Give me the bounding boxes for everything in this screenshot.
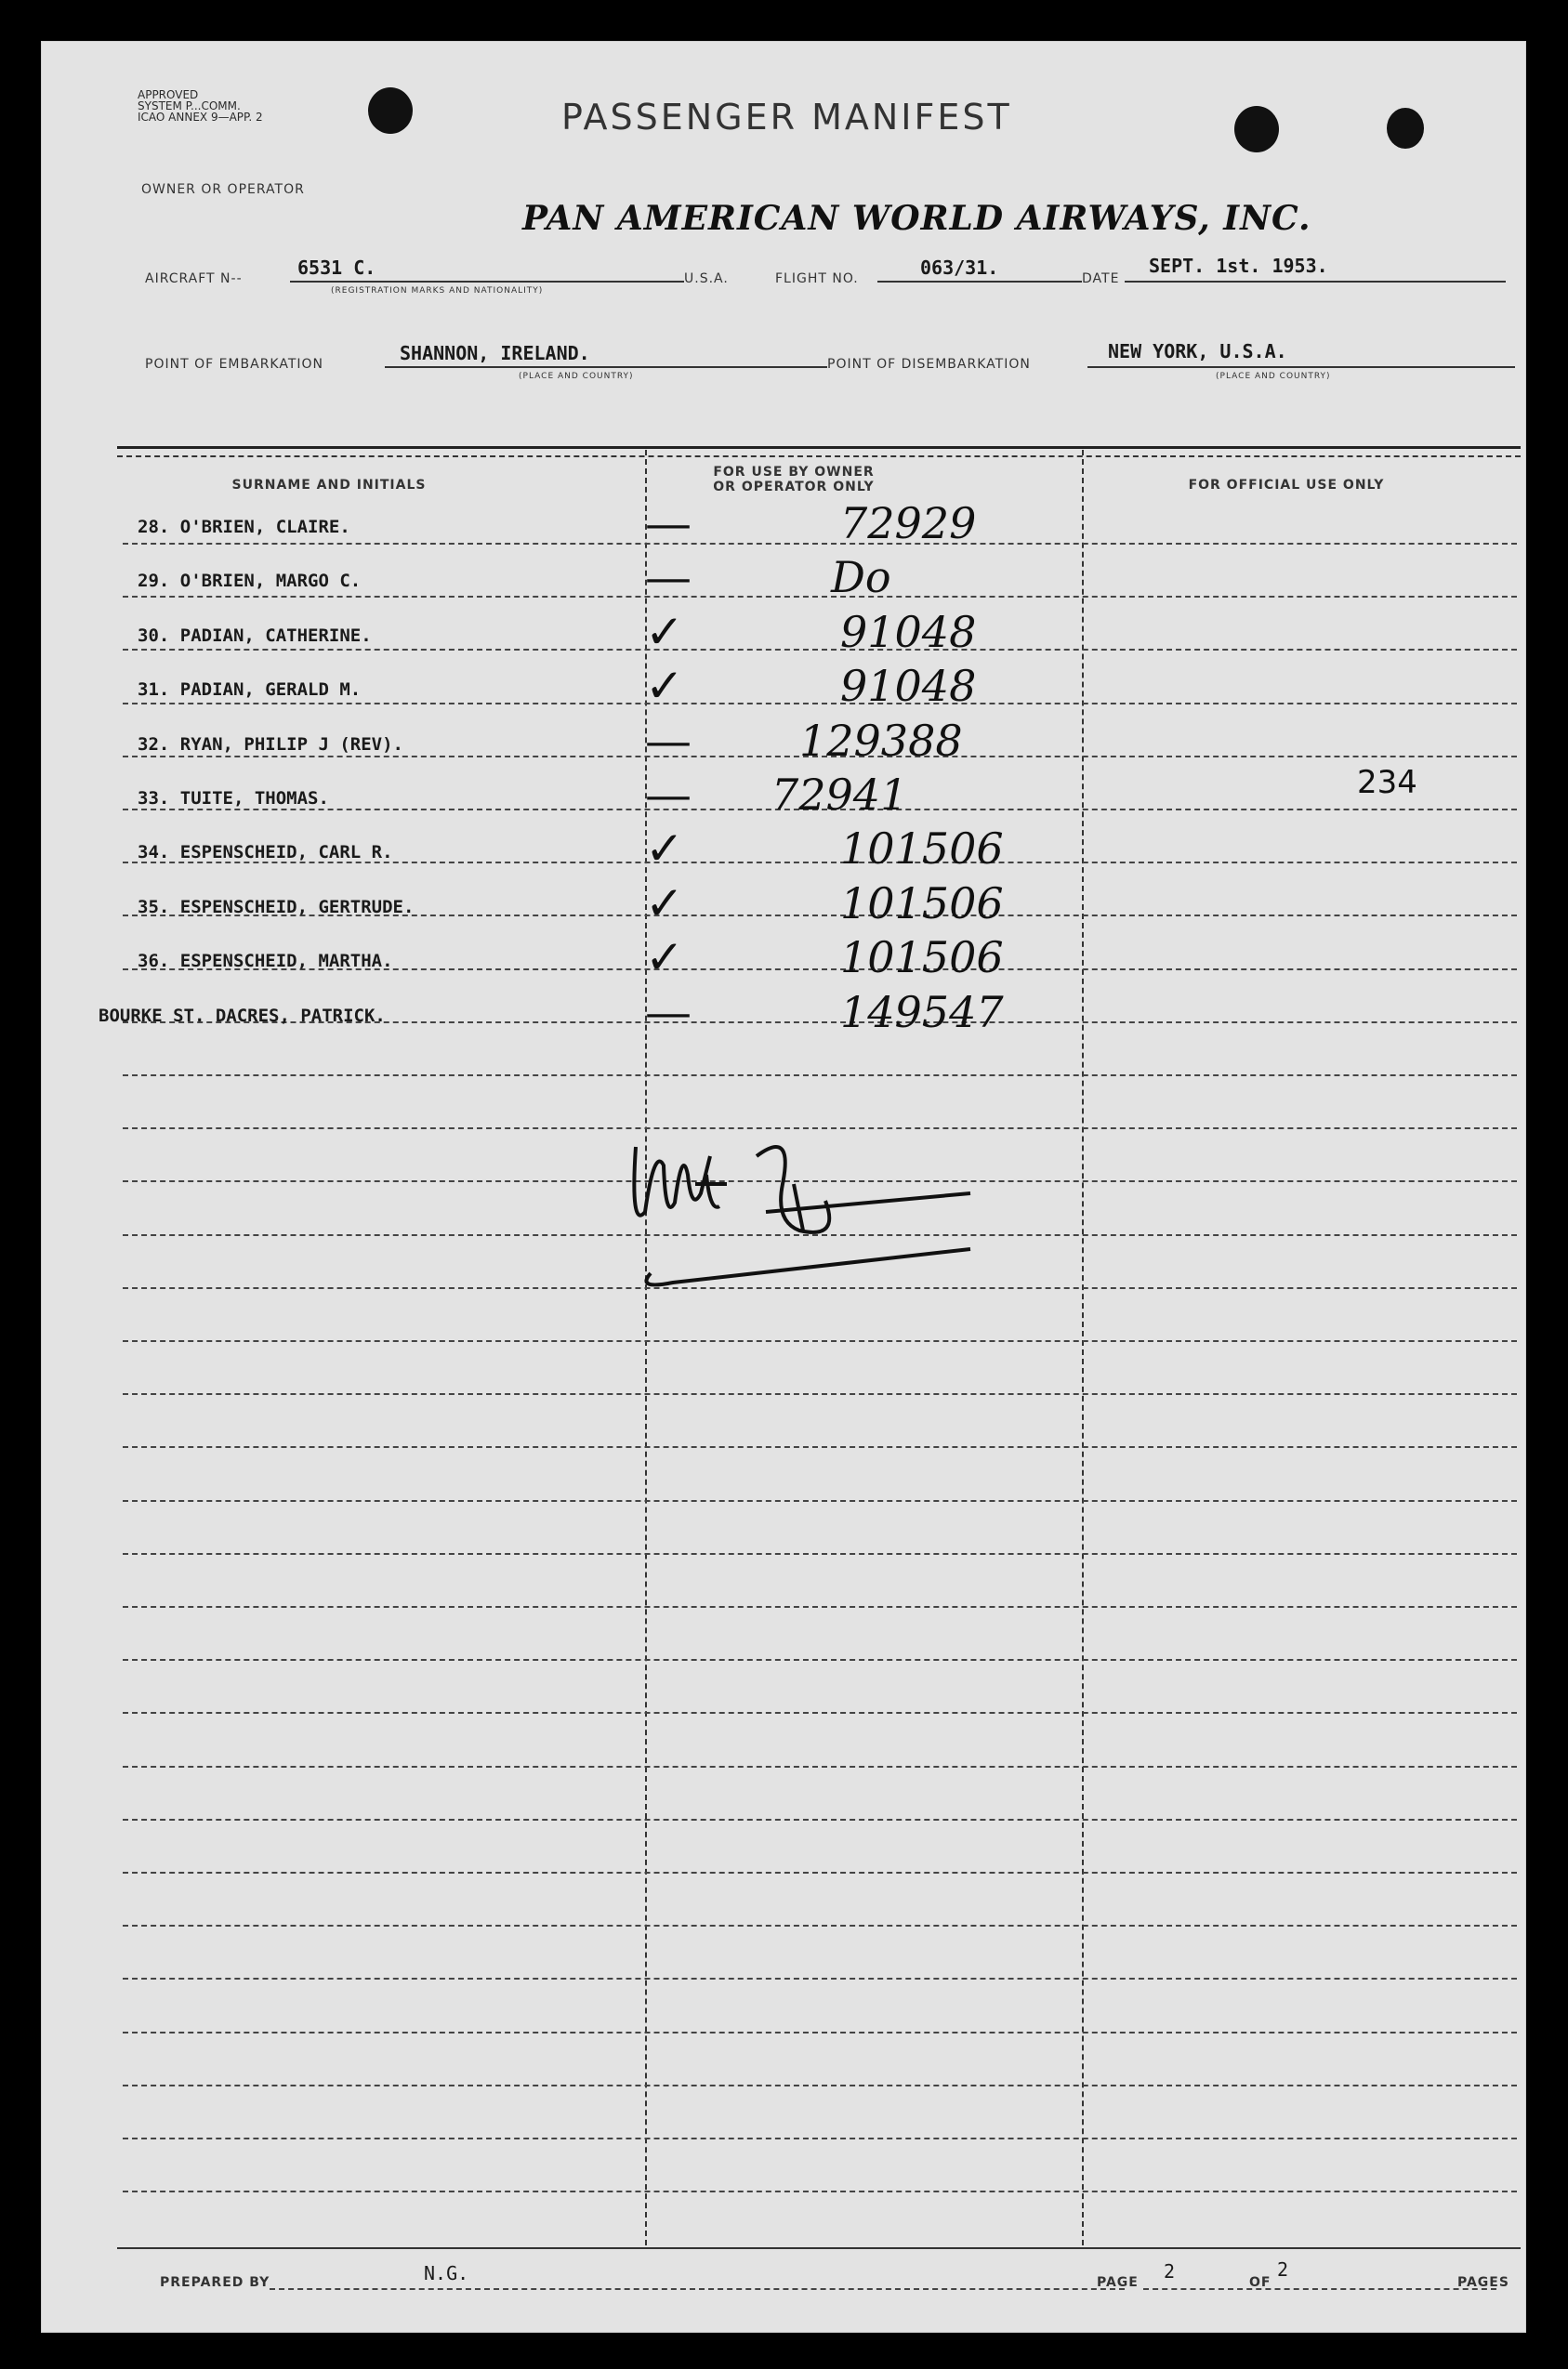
column-header-owner-line: OR OPERATOR ONLY: [713, 480, 875, 494]
ticket-number: 91048: [840, 607, 977, 657]
row-rule: [123, 1766, 1517, 1768]
table-bottom-rule: [117, 2247, 1521, 2249]
row-rule: [123, 649, 1517, 651]
row-rule: [123, 1500, 1517, 1502]
column-header-official: FOR OFFICIAL USE ONLY: [1188, 478, 1385, 493]
column-divider: [1082, 450, 1084, 2245]
check-mark-icon: ✓: [645, 876, 684, 930]
check-mark-icon: ✓: [645, 605, 684, 659]
table-top-rule: [117, 446, 1521, 449]
row-rule: [123, 1074, 1517, 1076]
approval-line: SYSTEM P...COMM.: [138, 99, 241, 112]
embarkation-label: POINT OF EMBARKATION: [145, 357, 324, 372]
of-value: 2: [1277, 2258, 1289, 2281]
ticket-number: 72929: [840, 498, 977, 548]
punch-hole: [368, 87, 413, 134]
check-mark-icon: ✓: [645, 930, 684, 984]
row-rule: [123, 2085, 1517, 2086]
flight-value: 063/31.: [920, 257, 999, 279]
ticket-number: 101506: [840, 878, 1004, 928]
embarkation-value: SHANNON, IRELAND.: [400, 342, 590, 364]
table-top-rule: [117, 455, 1521, 457]
row-rule: [123, 2191, 1517, 2192]
date-underline: [1125, 281, 1506, 283]
row-rule: [123, 1978, 1517, 1980]
passenger-name: 32. RYAN, PHILIP J (REV).: [138, 734, 403, 755]
ticket-number: Do: [831, 552, 891, 602]
row-rule: [123, 1340, 1517, 1342]
passenger-name: BOURKE ST. DACRES, PATRICK.: [99, 1006, 386, 1026]
ticket-number: 129388: [799, 716, 963, 766]
approval-line: APPROVED: [138, 88, 199, 101]
airline-name: PAN AMERICAN WORLD AIRWAYS, INC.: [522, 199, 1311, 238]
row-rule: [123, 1819, 1517, 1821]
passenger-name: 28. O'BRIEN, CLAIRE.: [138, 517, 350, 537]
disembarkation-underline: [1087, 366, 1515, 368]
aircraft-label: AIRCRAFT N--: [145, 271, 243, 286]
approval-stamp: [138, 89, 263, 123]
row-rule: [123, 1446, 1517, 1448]
owner-label: OWNER OR OPERATOR: [141, 182, 305, 197]
prepared-by-value: N.G.: [424, 2262, 469, 2284]
punch-hole: [1387, 108, 1424, 149]
dash-mark-icon: —: [645, 985, 692, 1039]
passenger-name: 34. ESPENSCHEID, CARL R.: [138, 842, 393, 862]
row-rule: [123, 1925, 1517, 1927]
registration-sublabel: (REGISTRATION MARKS AND NATIONALITY): [331, 286, 544, 296]
passenger-name: 31. PADIAN, GERALD M.: [138, 679, 362, 700]
row-rule: [123, 1606, 1517, 1608]
embarkation-sublabel: (PLACE AND COUNTRY): [519, 372, 634, 381]
passenger-name: 33. TUITE, THOMAS.: [138, 788, 329, 809]
ticket-number: 101506: [840, 932, 1004, 982]
ticket-number: 91048: [840, 661, 977, 711]
column-header-owner: [636, 465, 952, 494]
page-title: PASSENGER MANIFEST: [561, 97, 1012, 138]
embarkation-underline: [385, 366, 827, 368]
ticket-number: 149547: [840, 987, 1004, 1037]
usa-label: U.S.A.: [684, 271, 729, 286]
prepared-by-underline: [270, 2288, 1125, 2290]
signature: [617, 1091, 1008, 1314]
row-rule: [123, 543, 1517, 545]
passenger-name: 35. ESPENSCHEID, GERTRUDE.: [138, 897, 415, 917]
disembarkation-label: POINT OF DISEMBARKATION: [827, 357, 1031, 372]
row-rule: [123, 1393, 1517, 1395]
dash-mark-icon: —: [645, 550, 692, 604]
column-header-surname: SURNAME AND INITIALS: [231, 478, 427, 493]
approval-line: ICAO ANNEX 9—APP. 2: [138, 111, 263, 124]
ticket-number: 101506: [840, 823, 1004, 874]
aircraft-value: 6531 C.: [297, 257, 376, 279]
row-rule: [123, 1659, 1517, 1661]
row-rule: [123, 2138, 1517, 2139]
page-label: PAGE: [1097, 2275, 1139, 2290]
row-rule: [123, 1553, 1517, 1555]
column-header-owner-line: FOR USE BY OWNER: [713, 465, 875, 480]
ticket-number: 72941: [771, 770, 908, 820]
date-value: SEPT. 1st. 1953.: [1149, 255, 1328, 277]
pages-label: PAGES: [1457, 2275, 1509, 2290]
check-mark-icon: ✓: [645, 822, 684, 875]
aircraft-underline: [290, 281, 684, 283]
page-underline: [1143, 2288, 1496, 2290]
dash-mark-icon: —: [645, 714, 692, 768]
row-rule: [123, 1712, 1517, 1714]
dash-mark-icon: —: [645, 496, 692, 550]
row-rule: [123, 703, 1517, 704]
passenger-name: 29. O'BRIEN, MARGO C.: [138, 571, 362, 591]
row-rule: [123, 2032, 1517, 2033]
passenger-name: 36. ESPENSCHEID, MARTHA.: [138, 951, 393, 971]
disembarkation-sublabel: (PLACE AND COUNTRY): [1216, 372, 1331, 381]
date-label: DATE: [1082, 271, 1120, 286]
check-mark-icon: ✓: [645, 659, 684, 713]
dash-mark-icon: —: [645, 768, 692, 822]
flight-underline: [877, 281, 1082, 283]
flight-label: FLIGHT NO.: [775, 271, 859, 286]
row-rule: [123, 1872, 1517, 1874]
manifest-sheet: [41, 41, 1526, 2333]
of-label: OF: [1249, 2275, 1272, 2290]
disembarkation-value: NEW YORK, U.S.A.: [1108, 340, 1287, 362]
prepared-by-label: PREPARED BY: [160, 2275, 270, 2290]
page-value: 2: [1164, 2260, 1176, 2283]
row-rule: [123, 596, 1517, 598]
official-note: 234: [1357, 764, 1417, 801]
passenger-name: 30. PADIAN, CATHERINE.: [138, 625, 372, 646]
punch-hole: [1234, 106, 1279, 152]
